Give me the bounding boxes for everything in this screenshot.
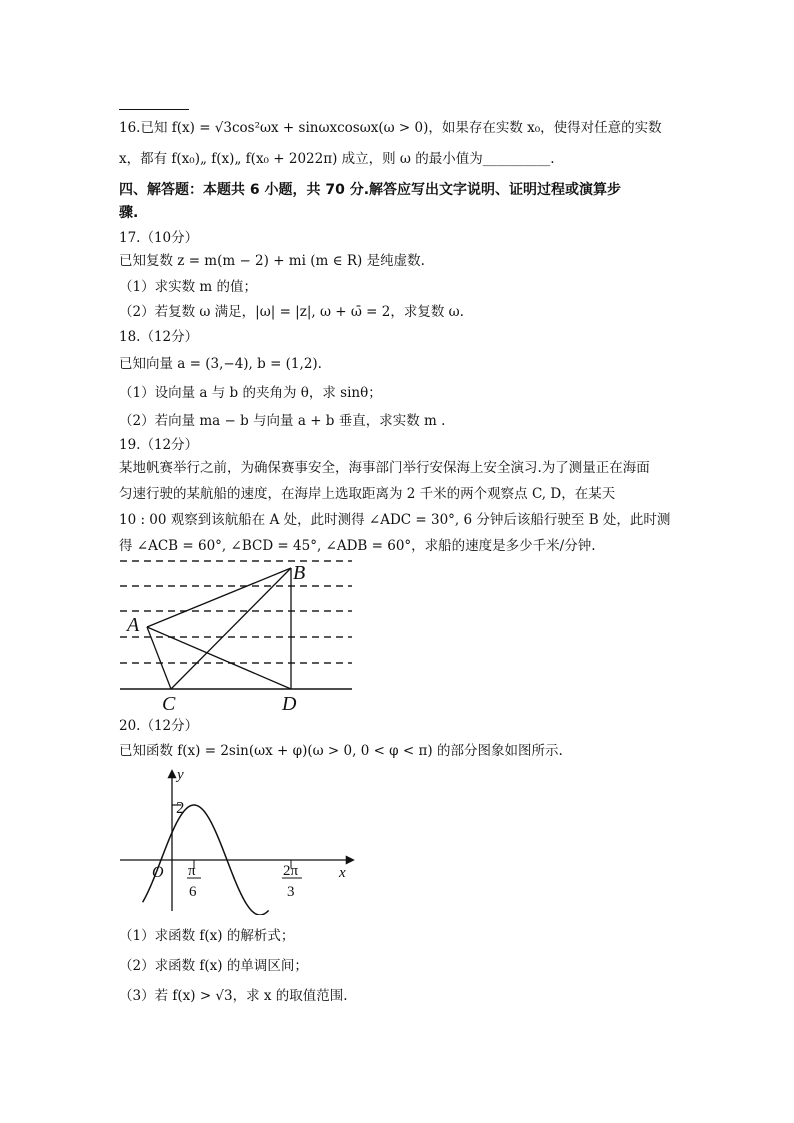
q19-line2: 匀速行驶的某航船的速度，在海岸上选取距离为 2 千米的两个观察点 C, D，在某天 — [119, 486, 616, 502]
segment-AB — [147, 568, 291, 627]
sine-graph — [115, 765, 360, 915]
x-tick2-numerator: 2π — [283, 863, 299, 879]
q18-part2: （2）若向量 ma − b 与向量 a + b 垂直，求实数 m . — [119, 413, 446, 429]
ship-observation-figure — [115, 556, 360, 716]
q20-part2: （2）求函数 f(x) 的单调区间； — [119, 958, 308, 974]
section4-heading-line2: 骤. — [119, 205, 139, 221]
segment-AD — [147, 627, 291, 689]
q20-part1: （1）求函数 f(x) 的解析式； — [119, 928, 295, 944]
point-label-A: A — [127, 614, 140, 636]
q17-header: 17.（10分） — [119, 230, 199, 246]
q18-header: 18.（12分） — [119, 329, 199, 345]
section4-heading-line1: 四、解答题：本题共 6 小题，共 70 分.解答应写出文字说明、证明过程或演算步 — [119, 182, 622, 198]
point-label-B: B — [293, 562, 306, 584]
point-label-D: D — [282, 693, 297, 715]
answer-blank-line — [119, 109, 189, 110]
q19-line4: 得 ∠ACB = 60°, ∠BCD = 45°, ∠ADB = 60°，求船的速度是多少千米/分钟. — [119, 538, 596, 554]
q18-stem: 已知向量 a = (3,−4), b = (1,2). — [119, 356, 322, 372]
q20-stem: 已知函数 f(x) = 2sin(ωx + φ)(ω > 0, 0 < φ < π) 的部分图象如图所示. — [119, 743, 563, 759]
q17-part1: （1）求实数 m 的值； — [119, 279, 257, 295]
q19-line3: 10 : 00 观察到该航船在 A 处，此时测得 ∠ADC = 30°, 6 分钟后该船行驶至 B 处，此时测 — [119, 512, 671, 528]
x-tick1-denominator: 6 — [189, 884, 197, 900]
q19-line1: 某地帆赛举行之前，为确保赛事安全，海事部门举行安保海上安全演习.为了测量正在海面 — [119, 460, 650, 476]
y-axis-label: y — [177, 767, 184, 783]
q20-header: 20.（12分） — [119, 718, 199, 734]
q19-header: 19.（12分） — [119, 437, 199, 453]
origin-label: O — [152, 864, 164, 881]
x-tick2-denominator: 3 — [287, 884, 295, 900]
q17-part2: （2）若复数 ω 满足，|ω| = |z|, ω + ω̄ = 2，求复数 ω. — [119, 304, 464, 320]
q20-part3: （3）若 f(x) > √3，求 x 的取值范围. — [119, 988, 348, 1004]
q16-line1: 16.已知 f(x) = √3cos²ωx + sinωxcosωx(ω > 0)，如果存在实数 x₀，使得对任意的实数 — [119, 120, 662, 136]
y-tick-label: 2 — [176, 798, 185, 817]
x-tick1-numerator: π — [188, 863, 196, 879]
q17-stem: 已知复数 z = m(m − 2) + mi (m ∈ R) 是纯虚数. — [119, 253, 425, 269]
q16-line2: x，都有 f(x₀)„ f(x)„ f(x₀ + 2022π) 成立，则 ω 的最小值为__________. — [119, 151, 555, 167]
x-axis-label: x — [339, 865, 346, 881]
point-label-C: C — [162, 693, 176, 715]
q18-part1: （1）设向量 a 与 b 的夹角为 θ，求 sinθ； — [119, 385, 382, 401]
